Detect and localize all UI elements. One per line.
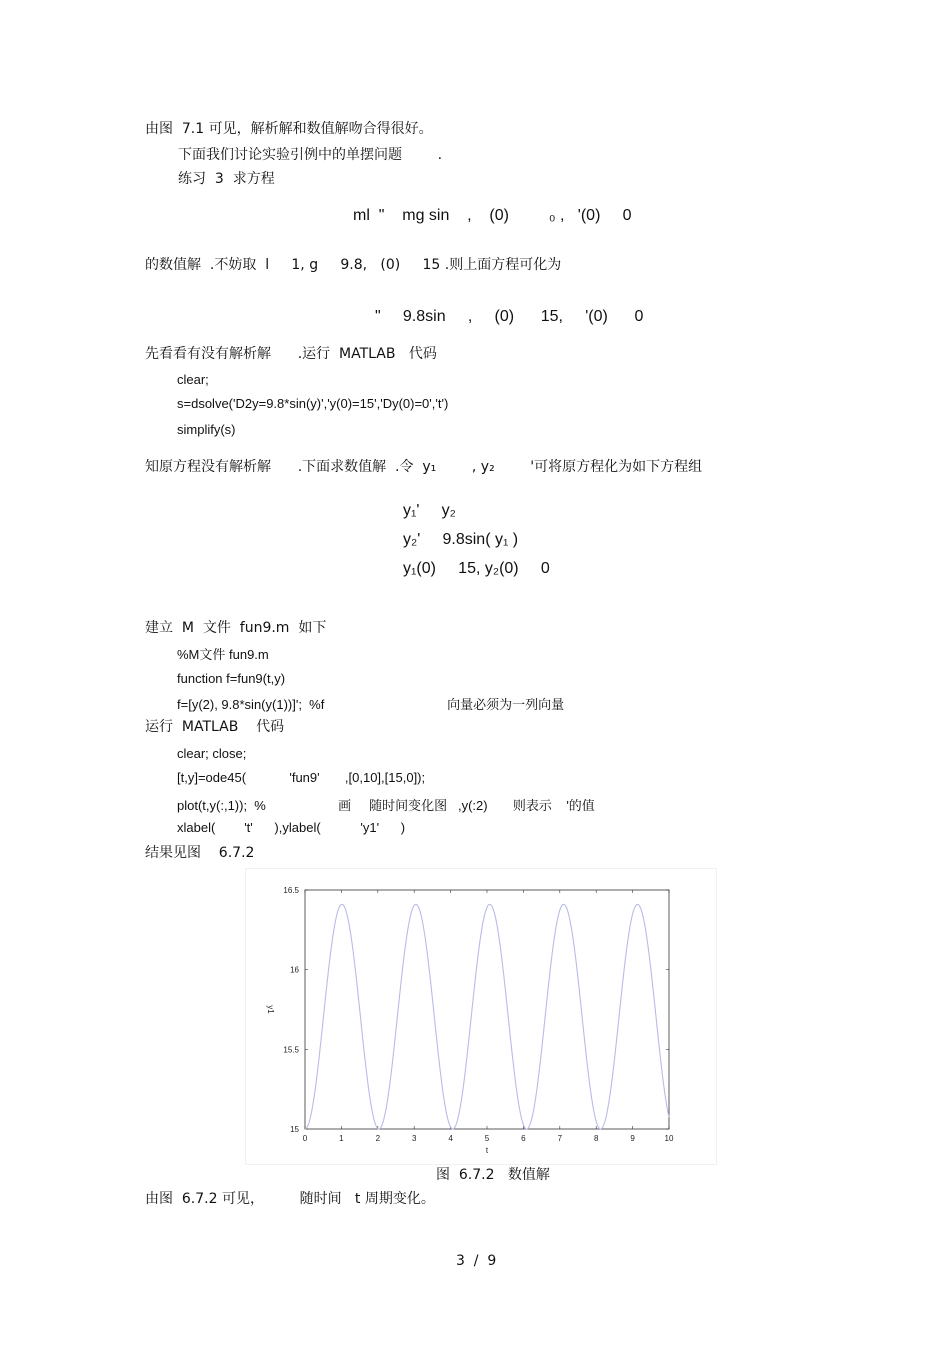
code-line: clear; close; xyxy=(177,746,247,761)
text-line: 建立 M 文件 fun9.m 如下 xyxy=(145,620,327,636)
y-tick-label: 16 xyxy=(290,965,299,975)
x-tick-label: 3 xyxy=(411,1134,417,1143)
exercise-heading: 练习 3 求方程 xyxy=(178,171,275,187)
code-line: s=dsolve('D2y=9.8*sin(y)','y(0)=15','Dy(0)=0','t') xyxy=(177,396,449,411)
x-tick-label: 8 xyxy=(593,1134,599,1143)
y-tick-label: 15 xyxy=(290,1125,299,1134)
code-line: f=[y(2), 9.8*sin(y(1))]'; %f 向量必须为一列向量 xyxy=(177,697,565,712)
text-line: 知原方程没有解析解 .下面求数值解 .令 y₁ , y₂ '可将原方程化为如下方程组 xyxy=(145,459,703,475)
code-line: function f=fun9(t,y) xyxy=(177,671,286,686)
y-tick-label: 15.5 xyxy=(283,1045,299,1055)
code-line: %M文件 fun9.m xyxy=(177,647,269,662)
x-tick-label: 6 xyxy=(521,1134,526,1143)
code-line: xlabel( 't' ),ylabel( 'y1' ) xyxy=(177,820,406,835)
text-line: 结果见图 6.7.2 xyxy=(145,845,255,861)
system-equation: y₁(0) 15, y₂(0) 0 xyxy=(403,560,550,577)
text-line: 由图 6.7.2 可见， 随时间 t 周期变化。 xyxy=(145,1191,435,1207)
x-tick-label: 10 xyxy=(664,1134,674,1143)
text-line: 运行 MATLAB 代码 xyxy=(145,719,285,735)
line-chart-svg xyxy=(246,869,716,1164)
figure-caption: 图 6.7.2 数值解 xyxy=(436,1167,550,1183)
code-line: plot(t,y(:,1)); % 画 随时间变化图 ,y(:2) 则表示 '的值 xyxy=(177,798,595,813)
x-axis-label: t xyxy=(485,1146,489,1155)
code-line: clear; xyxy=(177,372,209,387)
y-axis-label: y1 xyxy=(266,1005,275,1014)
series-line-y1 xyxy=(305,904,669,1129)
x-tick-label: 2 xyxy=(375,1134,381,1143)
code-line: [t,y]=ode45( 'fun9' ,[0,10],[15,0]); xyxy=(177,770,426,785)
x-tick-label: 9 xyxy=(630,1134,635,1143)
text-line: 的数值解 .不妨取 l 1, g 9.8, (0) 15 .则上面方程可化为 xyxy=(145,257,562,273)
figure-chart xyxy=(245,868,717,1165)
system-equation: y₁' y₂ xyxy=(403,502,456,519)
text-line: 由图 7.1 可见，解析解和数值解吻合得很好。 xyxy=(145,121,433,137)
text-line: 下面我们讨论实验引例中的单摆问题 . xyxy=(178,147,443,163)
y-tick-label: 16.5 xyxy=(283,886,299,895)
page-number: 3 / 9 xyxy=(456,1253,497,1269)
x-tick-label: 1 xyxy=(339,1134,344,1143)
text-line: 先看看有没有解析解 .运行 MATLAB 代码 xyxy=(145,346,437,362)
x-tick-label: 5 xyxy=(484,1134,490,1143)
x-tick-label: 4 xyxy=(448,1134,453,1143)
equation: ml " mg sin , (0) ₀ , '(0) 0 xyxy=(353,207,632,224)
equation: " 9.8sin , (0) 15, '(0) 0 xyxy=(375,308,644,325)
x-tick-label: 0 xyxy=(302,1134,308,1143)
system-equation: y₂' 9.8sin( y₁ ) xyxy=(403,531,519,548)
x-tick-label: 7 xyxy=(557,1134,563,1143)
code-line: simplify(s) xyxy=(177,422,236,437)
